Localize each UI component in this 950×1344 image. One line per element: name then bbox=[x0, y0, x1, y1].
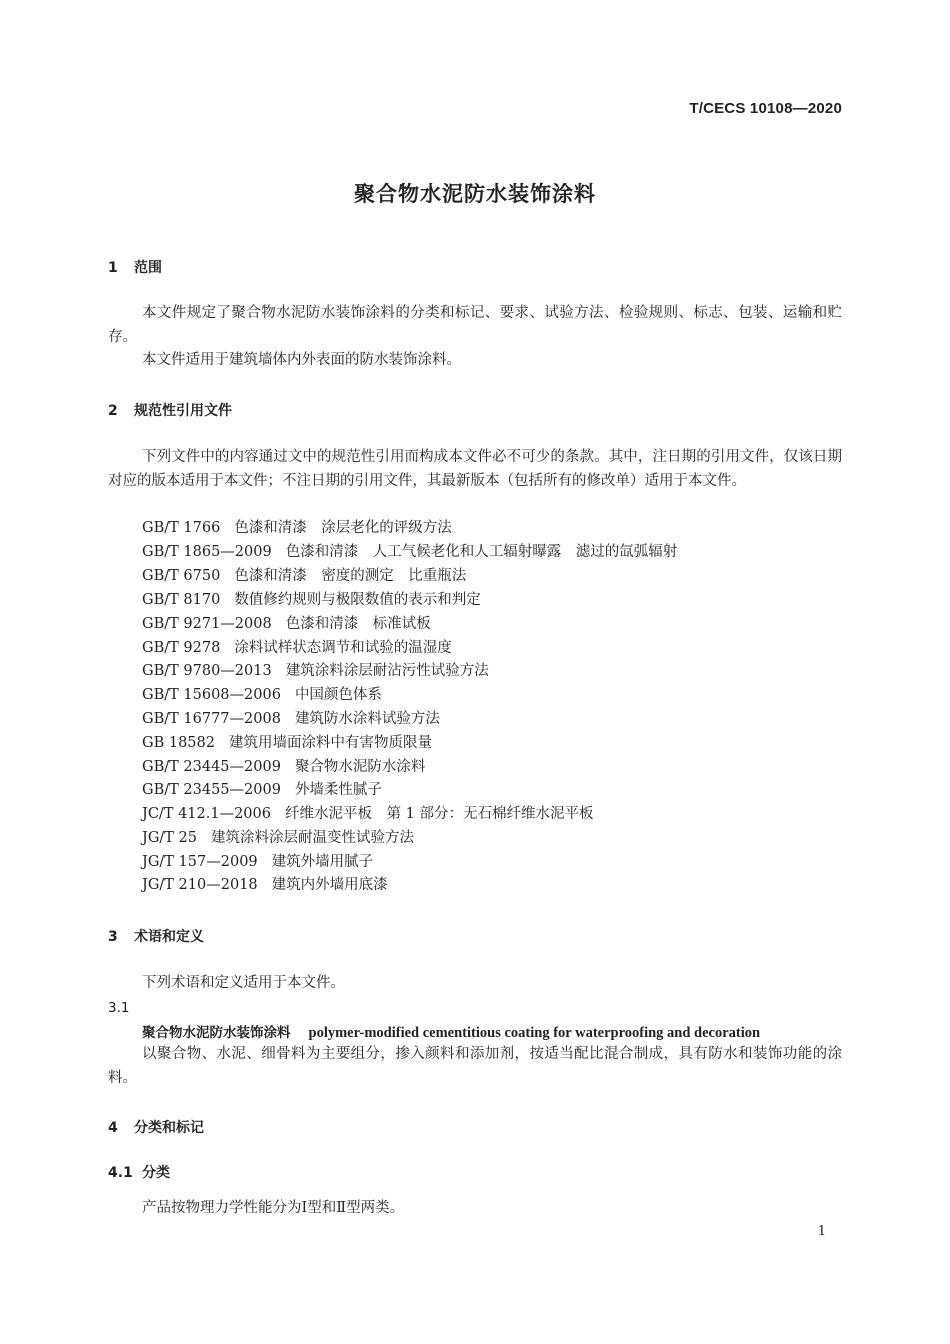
reference-code: GB/T 9271—2008 bbox=[142, 616, 272, 632]
section-3-heading bbox=[108, 926, 204, 946]
reference-code: GB/T 9278 bbox=[142, 640, 221, 656]
section-title: 术语和定义 bbox=[134, 929, 204, 945]
reference-title: 外墙柔性腻子 bbox=[294, 782, 382, 798]
reference-title: 涂料试样状态调节和试验的温湿度 bbox=[234, 640, 452, 656]
section-number: 4 bbox=[108, 1120, 118, 1136]
reference-code: JG/T 25 bbox=[142, 830, 198, 846]
subsection-4-1-text: 产品按物理力学性能分为Ⅰ型和Ⅱ型两类。 bbox=[142, 1200, 405, 1216]
reference-item bbox=[142, 636, 452, 660]
term-chinese: 聚合物水泥防水装饰涂料 bbox=[142, 1025, 291, 1041]
section-2-intro: 下列文件中的内容通过文中的规范性引用而构成本文件必不可少的条款。其中，注日期的引用文件，仅该日期对应的版本适用于本文件；不注日期的引用文件，其最新版本（包括所有的修改单）适用于本文件。 bbox=[108, 449, 842, 489]
reference-item bbox=[142, 612, 431, 636]
reference-title: 色漆和清漆 涂层老化的评级方法 bbox=[234, 520, 452, 536]
reference-code: GB/T 1766 bbox=[142, 520, 221, 536]
reference-title: 中国颜色体系 bbox=[294, 687, 382, 703]
reference-code: GB/T 8170 bbox=[142, 592, 221, 608]
section-2-heading bbox=[108, 400, 232, 420]
section-title: 规范性引用文件 bbox=[134, 403, 232, 419]
reference-item bbox=[142, 540, 677, 564]
reference-item bbox=[142, 564, 466, 588]
reference-item bbox=[142, 826, 414, 850]
reference-code: GB/T 23455—2009 bbox=[142, 782, 281, 798]
reference-code: GB/T 16777—2008 bbox=[142, 711, 281, 727]
term-definition: 以聚合物、水泥、细骨料为主要组分，掺入颜料和添加剂，按适当配比混合制成，具有防水和装饰功能的涂料。 bbox=[108, 1046, 842, 1086]
reference-item bbox=[142, 802, 593, 826]
document-code: T/CECS 10108—2020 bbox=[689, 100, 842, 117]
page-title: 聚合物水泥防水装饰涂料 bbox=[354, 182, 596, 206]
section-1-paragraph: 本文件规定了聚合物水泥防水装饰涂料的分类和标记、要求、试验方法、检验规则、标志、包装、运输和贮存。 bbox=[108, 305, 842, 345]
term-number: 3.1 bbox=[108, 1000, 130, 1016]
reference-title: 建筑外墙用腻子 bbox=[271, 854, 374, 870]
term-heading bbox=[142, 1021, 760, 1042]
subsection-number: 4.1 bbox=[108, 1165, 133, 1181]
reference-item bbox=[142, 731, 432, 755]
reference-title: 色漆和清漆 密度的测定 比重瓶法 bbox=[234, 568, 467, 584]
section-title: 分类和标记 bbox=[134, 1120, 204, 1136]
reference-item bbox=[142, 755, 425, 779]
page-number: 1 bbox=[817, 1224, 826, 1239]
section-number: 1 bbox=[108, 260, 118, 276]
term-english: polymer-modified cementitious coating for waterproofing and decoration bbox=[308, 1025, 761, 1041]
section-3-intro: 下列术语和定义适用于本文件。 bbox=[142, 975, 345, 991]
reference-code: JC/T 412.1—2006 bbox=[142, 806, 271, 822]
reference-code: GB/T 23445—2009 bbox=[142, 759, 281, 775]
section-number: 2 bbox=[108, 403, 118, 419]
reference-title: 色漆和清漆 人工气候老化和人工辐射曝露 滤过的氙弧辐射 bbox=[285, 544, 678, 560]
reference-item bbox=[142, 707, 440, 731]
reference-item bbox=[142, 516, 452, 540]
reference-code: GB/T 9780—2013 bbox=[142, 663, 272, 679]
reference-item bbox=[142, 850, 373, 874]
reference-code: JG/T 210—2018 bbox=[142, 877, 258, 893]
section-1-paragraph: 本文件适用于建筑墙体内外表面的防水装饰涂料。 bbox=[142, 352, 461, 368]
section-1-heading bbox=[108, 257, 162, 277]
reference-item bbox=[142, 588, 481, 612]
subsection-title: 分类 bbox=[142, 1165, 170, 1181]
reference-code: GB/T 15608—2006 bbox=[142, 687, 281, 703]
reference-title: 数值修约规则与极限数值的表示和判定 bbox=[234, 592, 481, 608]
subsection-4-1-heading bbox=[108, 1162, 170, 1182]
reference-title: 纤维水泥平板 第 1 部分：无石棉纤维水泥平板 bbox=[285, 806, 594, 822]
reference-code: JG/T 157—2009 bbox=[142, 854, 258, 870]
reference-title: 建筑涂料涂层耐沾污性试验方法 bbox=[285, 663, 489, 679]
reference-code: GB/T 6750 bbox=[142, 568, 221, 584]
section-4-heading bbox=[108, 1117, 204, 1137]
section-number: 3 bbox=[108, 929, 118, 945]
reference-title: 色漆和清漆 标准试板 bbox=[285, 616, 431, 632]
reference-title: 聚合物水泥防水涂料 bbox=[294, 759, 426, 775]
reference-title: 建筑内外墙用底漆 bbox=[271, 877, 388, 893]
section-title: 范围 bbox=[134, 260, 162, 276]
reference-title: 建筑用墙面涂料中有害物质限量 bbox=[228, 735, 432, 751]
reference-code: GB/T 1865—2009 bbox=[142, 544, 272, 560]
reference-code: GB 18582 bbox=[142, 735, 215, 751]
reference-title: 建筑防水涂料试验方法 bbox=[294, 711, 440, 727]
reference-item bbox=[142, 873, 388, 897]
reference-item bbox=[142, 778, 382, 802]
reference-title: 建筑涂料涂层耐温变性试验方法 bbox=[211, 830, 415, 846]
reference-item bbox=[142, 659, 489, 683]
reference-item bbox=[142, 683, 382, 707]
